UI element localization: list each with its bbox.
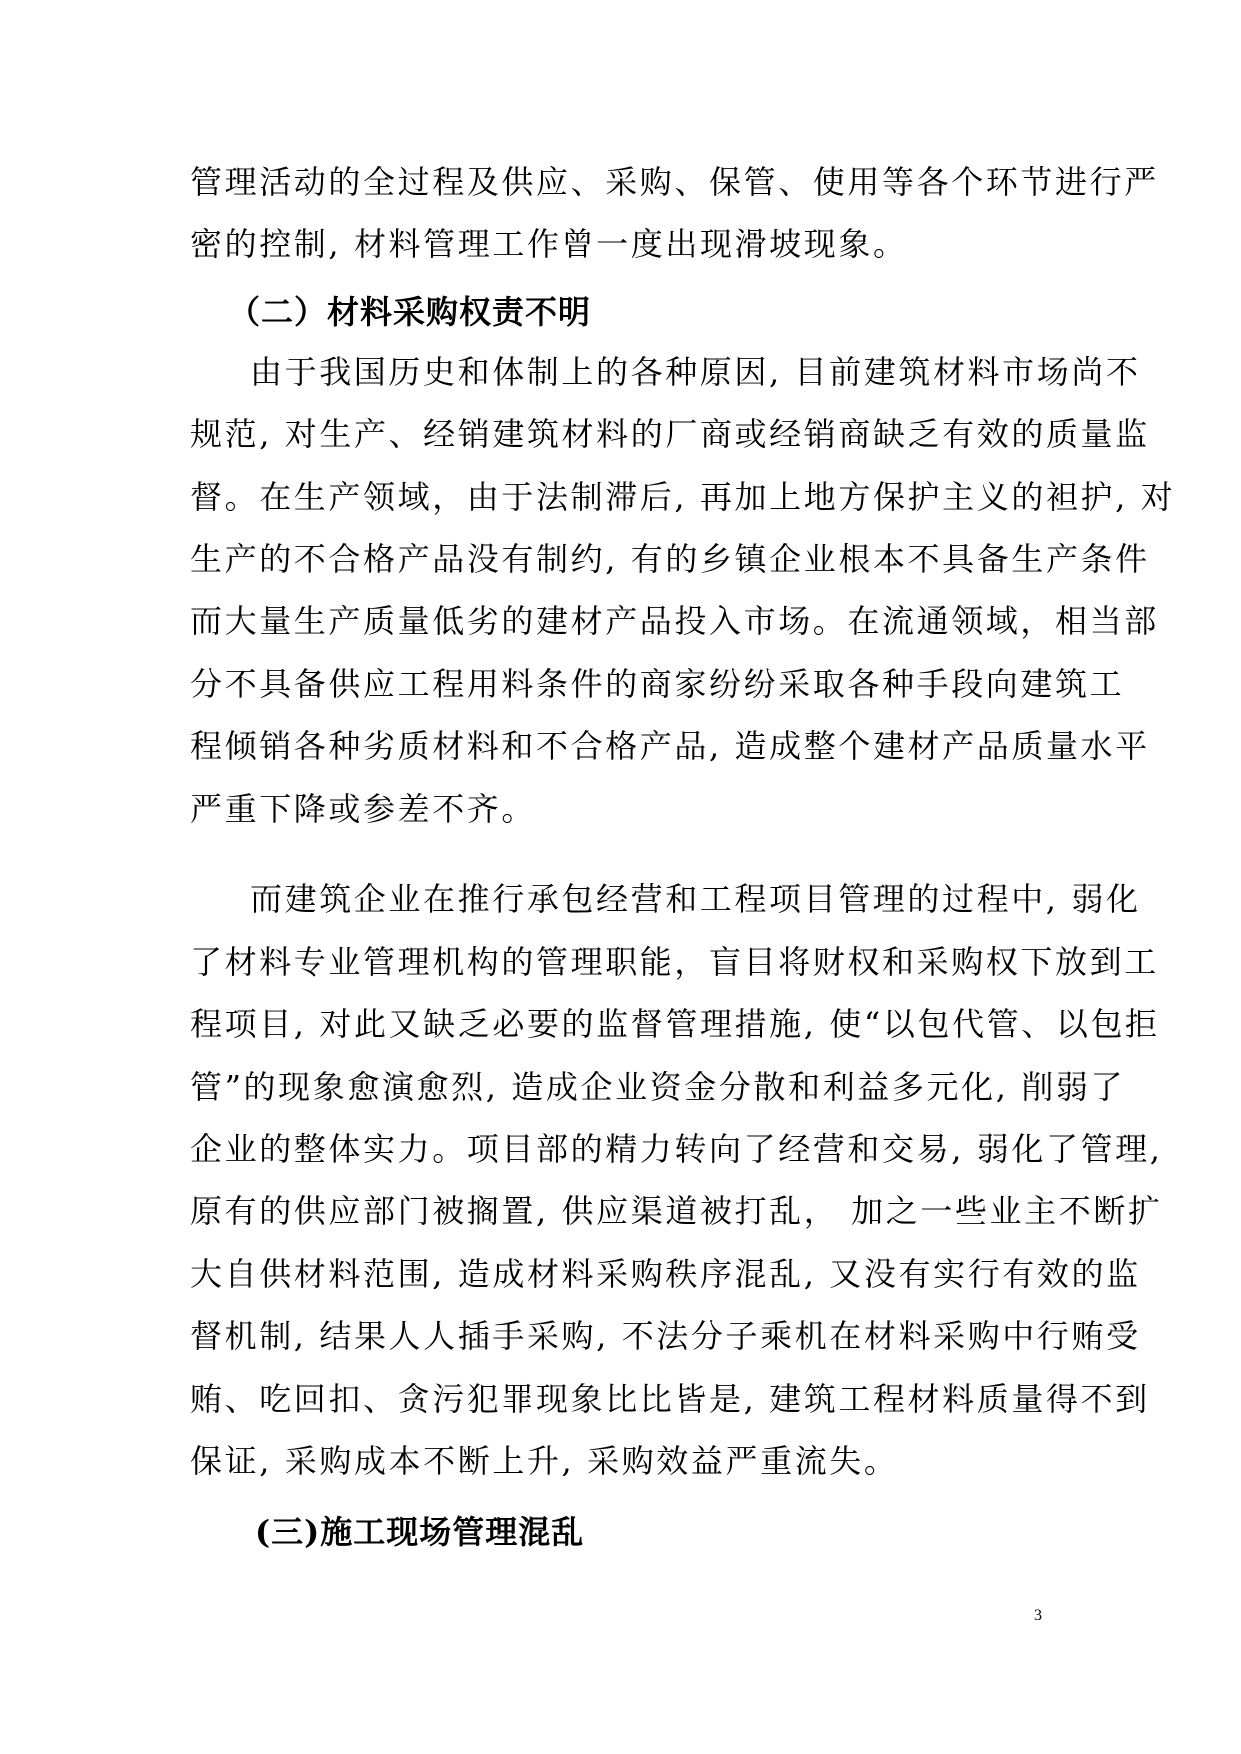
paragraph-line: 密的控制, 材料管理工作曾一度出现滑坡现象。 <box>190 225 908 263</box>
paragraph-line: 督。在生产领域，由于法制滞后, 再加上地方保护主义的袒护, 对 <box>190 478 1176 516</box>
paragraph-line: 分不具备供应工程用料条件的商家纷纷采取各种手段向建筑工 <box>190 665 1125 703</box>
paragraph-line: 由于我国历史和体制上的各种原因, 目前建筑材料市场尚不 <box>250 353 1141 391</box>
paragraph-line: 企业的整体实力。项目部的精力转向了经营和交易, 弱化了管理, <box>190 1130 1163 1168</box>
paragraph-line: 程倾销各种劣质材料和不合格产品, 造成整个建材产品质量水平 <box>190 727 1150 765</box>
section-heading-3: (三)施工现场管理混乱 <box>255 1513 585 1551</box>
paragraph-line: 管”的现象愈演愈烈, 造成企业资金分散和利益多元化, 削弱了 <box>190 1068 1126 1106</box>
paragraph-line: 而大量生产质量低劣的建材产品投入市场。在流通领域，相当部 <box>190 602 1159 640</box>
paragraph-line: 而建筑企业在推行承包经营和工程项目管理的过程中, 弱化 <box>250 880 1141 918</box>
paragraph-line: 保证, 采购成本不断上升, 采购效益严重流失。 <box>190 1442 899 1480</box>
paragraph-line: 督机制, 结果人人插手采购, 不法分子乘机在材料采购中行贿受 <box>190 1317 1141 1355</box>
paragraph-line: 管理活动的全过程及供应、采购、保管、使用等各个环节进行严 <box>190 163 1159 201</box>
paragraph-line: 生产的不合格产品没有制约, 有的乡镇企业根本不具备生产条件 <box>190 540 1150 578</box>
paragraph-line: 程项目, 对此又缺乏必要的监督管理措施, 使“以包代管、以包拒 <box>190 1005 1160 1043</box>
paragraph-line: 规范, 对生产、经销建筑材料的厂商或经销商缺乏有效的质量监 <box>190 415 1150 453</box>
paragraph-line: 原有的供应部门被搁置, 供应渠道被打乱， 加之一些业主不断扩 <box>190 1192 1163 1230</box>
page-number: 3 <box>1034 1607 1042 1624</box>
paragraph-line: 贿、吃回扣、贪污犯罪现象比比皆是, 建筑工程材料质量得不到 <box>190 1380 1150 1418</box>
paragraph-line: 严重下降或参差不齐。 <box>190 790 537 828</box>
paragraph-line: 了材料专业管理机构的管理职能，盲目将财权和采购权下放到工 <box>190 943 1159 981</box>
paragraph-line: 大自供材料范围, 造成材料采购秩序混乱, 又没有实行有效的监 <box>190 1255 1141 1293</box>
section-heading-2: （二）材料采购权责不明 <box>228 293 592 331</box>
